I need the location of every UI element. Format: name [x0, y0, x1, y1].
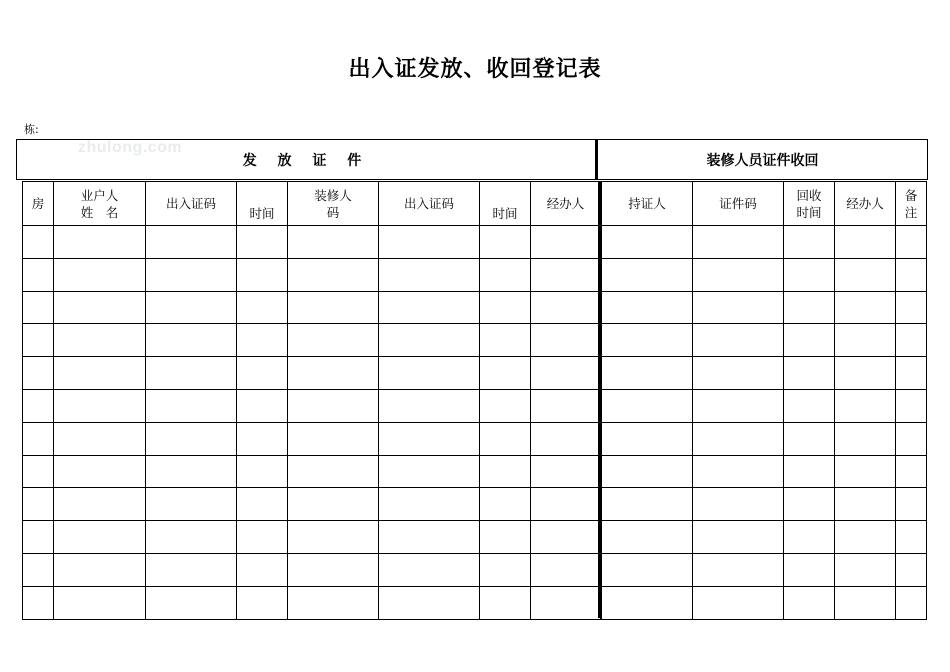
table-cell[interactable]: [23, 488, 54, 521]
table-cell[interactable]: [54, 389, 146, 422]
table-cell[interactable]: [602, 291, 693, 324]
table-cell[interactable]: [835, 553, 896, 586]
table-cell[interactable]: [896, 291, 927, 324]
table-row: [602, 291, 927, 324]
table-cell[interactable]: [602, 357, 693, 390]
table-cell[interactable]: [896, 586, 927, 619]
table-cell[interactable]: [835, 291, 896, 324]
table-cell[interactable]: [379, 455, 480, 488]
table-cell[interactable]: [480, 488, 531, 521]
table-cell[interactable]: [237, 586, 288, 619]
table-cell[interactable]: [54, 586, 146, 619]
table-cell[interactable]: [54, 455, 146, 488]
table-cell[interactable]: [693, 357, 784, 390]
table-cell[interactable]: [379, 553, 480, 586]
table-row: [23, 521, 601, 554]
table-cell[interactable]: [602, 226, 693, 259]
table-cell[interactable]: [784, 324, 835, 357]
table-cell[interactable]: [784, 357, 835, 390]
table-row: [602, 586, 927, 619]
issue-table: [22, 181, 601, 620]
col-handler-recover: 经办人: [835, 182, 896, 226]
col-time-2: 时间: [480, 182, 531, 226]
table-cell[interactable]: [146, 488, 237, 521]
table-cell[interactable]: [896, 226, 927, 259]
table-cell[interactable]: [896, 258, 927, 291]
col-cert-code: 证件码: [693, 182, 784, 226]
table-cell[interactable]: [54, 258, 146, 291]
table-cell[interactable]: [602, 521, 693, 554]
table-cell[interactable]: [23, 291, 54, 324]
table-cell[interactable]: [288, 324, 379, 357]
table-cell[interactable]: [379, 521, 480, 554]
table-cell[interactable]: [480, 258, 531, 291]
table-cell[interactable]: [23, 422, 54, 455]
table-cell[interactable]: [693, 258, 784, 291]
table-cell[interactable]: [54, 226, 146, 259]
col-owner-line2: 姓 名: [80, 204, 119, 220]
table-cell[interactable]: [146, 389, 237, 422]
table-cell[interactable]: [146, 258, 237, 291]
col-recover-time: [784, 182, 835, 226]
table-cell[interactable]: [237, 258, 288, 291]
table-cell[interactable]: [146, 455, 237, 488]
table-row: [602, 422, 927, 455]
col-worker-code: [288, 182, 379, 226]
table-cell[interactable]: [237, 521, 288, 554]
table-cell[interactable]: [693, 455, 784, 488]
table-cell[interactable]: [602, 455, 693, 488]
table-cell[interactable]: [693, 422, 784, 455]
table-cell[interactable]: [379, 226, 480, 259]
table-cell[interactable]: [54, 422, 146, 455]
table-cell[interactable]: [835, 226, 896, 259]
table-cell[interactable]: [531, 488, 601, 521]
table-cell[interactable]: [480, 422, 531, 455]
building-label: 栋:: [24, 123, 39, 136]
table-row: [23, 586, 601, 619]
table-row: [602, 357, 927, 390]
table-cell[interactable]: [379, 258, 480, 291]
table-cell[interactable]: [237, 324, 288, 357]
table-cell[interactable]: [146, 553, 237, 586]
table-cell[interactable]: [896, 488, 927, 521]
table-cell[interactable]: [531, 553, 601, 586]
table-cell[interactable]: [288, 357, 379, 390]
col-worker-line2: 码: [326, 204, 340, 220]
table-cell[interactable]: [379, 586, 480, 619]
table-cell[interactable]: [480, 553, 531, 586]
table-cell[interactable]: [23, 226, 54, 259]
table-row: [23, 258, 601, 291]
table-cell[interactable]: [835, 586, 896, 619]
col-remark-line2: 注: [904, 204, 918, 220]
table-cell[interactable]: [480, 226, 531, 259]
table-cell[interactable]: [531, 586, 601, 619]
col-recover-time-line2: 时间: [796, 204, 822, 220]
table-cell[interactable]: [480, 586, 531, 619]
table-cell[interactable]: [693, 586, 784, 619]
table-row: [602, 455, 927, 488]
table-cell[interactable]: [379, 422, 480, 455]
table-cell[interactable]: [896, 389, 927, 422]
table-cell[interactable]: [23, 258, 54, 291]
section-recover-header: 装修人员证件收回: [596, 139, 928, 180]
table-cell[interactable]: [693, 291, 784, 324]
table-cell[interactable]: [531, 389, 601, 422]
table-cell[interactable]: [896, 521, 927, 554]
table-cell[interactable]: [146, 324, 237, 357]
col-remark: [896, 182, 927, 226]
table-cell[interactable]: [602, 422, 693, 455]
table-cell[interactable]: [784, 455, 835, 488]
table-cell[interactable]: [288, 422, 379, 455]
table-cell[interactable]: [146, 357, 237, 390]
table-cell[interactable]: [784, 422, 835, 455]
table-cell[interactable]: [602, 553, 693, 586]
table-cell[interactable]: [237, 455, 288, 488]
table-row: [23, 226, 601, 259]
table-cell[interactable]: [835, 488, 896, 521]
col-holder: 持证人: [602, 182, 693, 226]
table-cell[interactable]: [237, 422, 288, 455]
table-cell[interactable]: [54, 291, 146, 324]
col-owner-line1: 业户人: [80, 187, 119, 203]
table-cell[interactable]: [531, 422, 601, 455]
table-cell[interactable]: [835, 389, 896, 422]
form-title: 出入证发放、收回登记表: [348, 57, 602, 82]
table-cell[interactable]: [531, 521, 601, 554]
table-cell[interactable]: [835, 455, 896, 488]
table-cell[interactable]: [288, 488, 379, 521]
table-cell[interactable]: [54, 488, 146, 521]
table-row: [602, 553, 927, 586]
col-time-1: 时间: [237, 182, 288, 226]
table-cell[interactable]: [480, 291, 531, 324]
table-cell[interactable]: [288, 226, 379, 259]
table-row: [23, 553, 601, 586]
table-cell[interactable]: [480, 521, 531, 554]
table-cell[interactable]: [784, 521, 835, 554]
watermark: zhulong.com: [78, 139, 183, 156]
section-issue-header: 发 放 证 件: [16, 139, 596, 180]
table-cell[interactable]: [693, 488, 784, 521]
table-cell[interactable]: [54, 357, 146, 390]
table-cell[interactable]: [480, 455, 531, 488]
table-cell[interactable]: [379, 291, 480, 324]
table-cell[interactable]: [288, 586, 379, 619]
table-cell[interactable]: [288, 291, 379, 324]
table-cell[interactable]: [146, 521, 237, 554]
table-cell[interactable]: [693, 521, 784, 554]
table-cell[interactable]: [784, 586, 835, 619]
table-cell[interactable]: [531, 324, 601, 357]
table-cell[interactable]: [896, 422, 927, 455]
table-cell[interactable]: [379, 357, 480, 390]
table-row: [23, 488, 601, 521]
table-cell[interactable]: [531, 258, 601, 291]
table-cell[interactable]: [237, 291, 288, 324]
table-cell[interactable]: [784, 389, 835, 422]
table-cell[interactable]: [531, 357, 601, 390]
table-cell[interactable]: [54, 553, 146, 586]
table-cell[interactable]: [480, 389, 531, 422]
section-divider: [598, 181, 600, 618]
col-handler-issue: 经办人: [531, 182, 601, 226]
table-cell[interactable]: [602, 488, 693, 521]
table-cell[interactable]: [693, 553, 784, 586]
table-cell[interactable]: [146, 226, 237, 259]
table-cell[interactable]: [23, 389, 54, 422]
issue-header-row: [23, 182, 601, 226]
table-cell[interactable]: [784, 553, 835, 586]
table-row: [602, 389, 927, 422]
table-row: [23, 324, 601, 357]
table-row: [602, 521, 927, 554]
table-cell[interactable]: [784, 488, 835, 521]
table-cell[interactable]: [835, 521, 896, 554]
table-cell[interactable]: [54, 324, 146, 357]
table-cell[interactable]: [379, 389, 480, 422]
table-cell[interactable]: [896, 357, 927, 390]
table-cell[interactable]: [237, 553, 288, 586]
recover-header-row: [602, 182, 927, 226]
table-cell[interactable]: [54, 521, 146, 554]
table-cell[interactable]: [784, 226, 835, 259]
table-row: [23, 357, 601, 390]
table-cell[interactable]: [784, 258, 835, 291]
table-cell[interactable]: [379, 488, 480, 521]
table-row: [23, 389, 601, 422]
col-recover-time-line1: 回收: [796, 187, 822, 203]
table-cell[interactable]: [531, 455, 601, 488]
table-cell[interactable]: [602, 586, 693, 619]
table-cell[interactable]: [896, 324, 927, 357]
table-cell[interactable]: [146, 422, 237, 455]
table-cell[interactable]: [288, 389, 379, 422]
table-cell[interactable]: [693, 226, 784, 259]
table-cell[interactable]: [835, 258, 896, 291]
table-cell[interactable]: [784, 291, 835, 324]
col-room: 房: [23, 182, 54, 226]
table-cell[interactable]: [23, 357, 54, 390]
table-cell[interactable]: [237, 389, 288, 422]
col-worker-line1: 装修人: [314, 187, 352, 203]
table-cell[interactable]: [288, 455, 379, 488]
table-row: [602, 258, 927, 291]
table-cell[interactable]: [23, 521, 54, 554]
table-cell[interactable]: [237, 226, 288, 259]
table-cell[interactable]: [23, 324, 54, 357]
table-cell[interactable]: [531, 226, 601, 259]
table-cell[interactable]: [602, 258, 693, 291]
table-row: [23, 291, 601, 324]
col-owner-name: [54, 182, 146, 226]
table-cell[interactable]: [693, 324, 784, 357]
table-cell[interactable]: [835, 324, 896, 357]
recover-table: [601, 181, 927, 620]
col-pass-code-1: 出入证码: [146, 182, 237, 226]
table-cell[interactable]: [480, 324, 531, 357]
table-row: [602, 324, 927, 357]
table-cell[interactable]: [835, 357, 896, 390]
table-cell[interactable]: [602, 324, 693, 357]
table-row: [23, 455, 601, 488]
table-cell[interactable]: [288, 553, 379, 586]
table-cell[interactable]: [237, 357, 288, 390]
table-cell[interactable]: [23, 455, 54, 488]
table-cell[interactable]: [693, 389, 784, 422]
table-cell[interactable]: [288, 258, 379, 291]
table-cell[interactable]: [379, 324, 480, 357]
table-cell[interactable]: [531, 291, 601, 324]
col-remark-line1: 备: [904, 187, 918, 203]
table-row: [602, 488, 927, 521]
table-row: [602, 226, 927, 259]
table-cell[interactable]: [23, 553, 54, 586]
table-cell[interactable]: [480, 357, 531, 390]
table-cell[interactable]: [896, 553, 927, 586]
table-cell[interactable]: [23, 586, 54, 619]
col-pass-code-2: 出入证码: [379, 182, 480, 226]
table-cell[interactable]: [835, 422, 896, 455]
table-cell[interactable]: [288, 521, 379, 554]
table-cell[interactable]: [602, 389, 693, 422]
table-row: [23, 422, 601, 455]
table-cell[interactable]: [896, 455, 927, 488]
table-cell[interactable]: [146, 291, 237, 324]
table-cell[interactable]: [146, 586, 237, 619]
table-cell[interactable]: [237, 488, 288, 521]
